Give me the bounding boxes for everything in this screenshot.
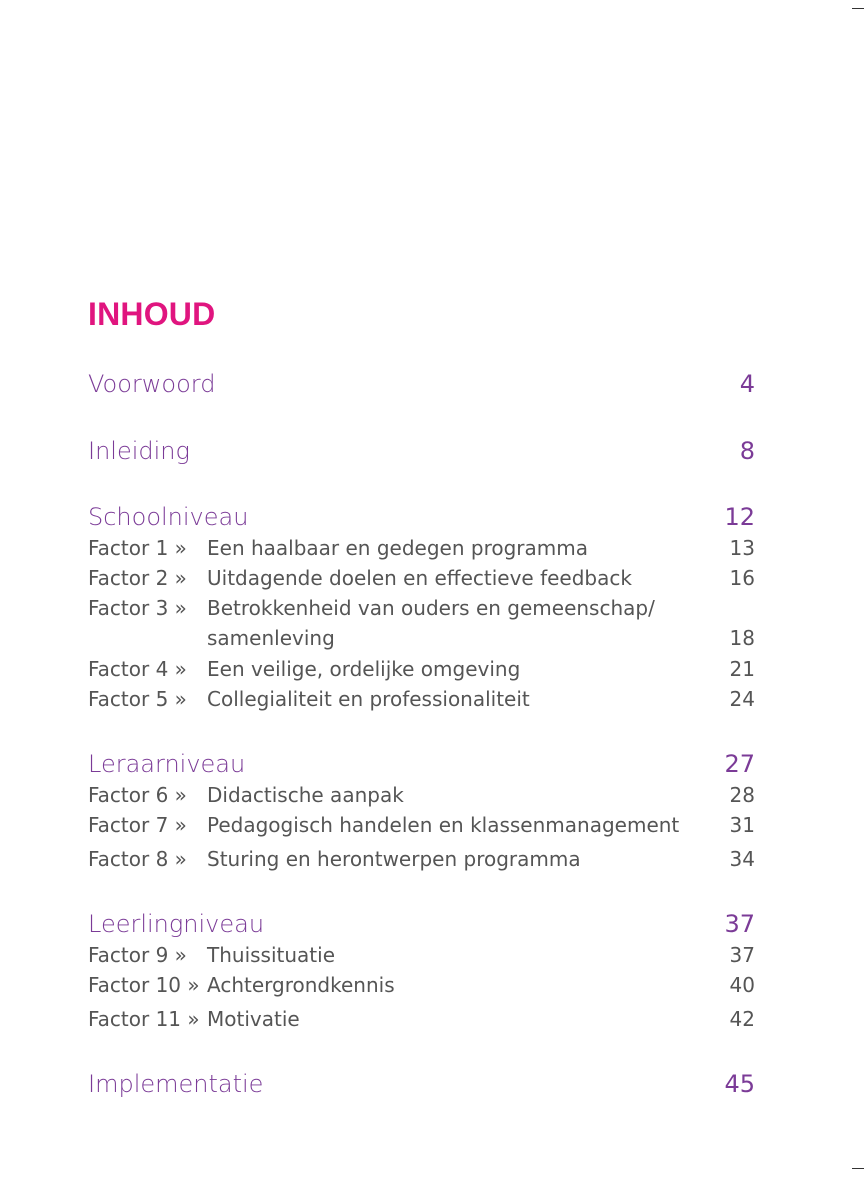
toc-entry-inleiding[interactable] — [88, 437, 755, 471]
toc-factor-10[interactable] — [88, 973, 755, 1001]
factor-page: 31 — [729, 813, 755, 837]
toc-entry-label: Leerlingniveau — [88, 910, 265, 938]
factor-label: Factor 2 » — [88, 566, 187, 590]
factor-title: Een haalbaar en gedegen programma — [207, 536, 588, 560]
factor-title: Betrokkenheid van ouders en gemeenschap/ — [207, 596, 655, 620]
factor-page: 24 — [729, 687, 755, 711]
toc-title: INHOUD — [88, 296, 216, 332]
factor-title: Achtergrondkennis — [207, 973, 395, 997]
factor-page: 18 — [729, 626, 755, 650]
toc-factor-8[interactable] — [88, 847, 755, 875]
factor-title: Een veilige, ordelijke omgeving — [207, 657, 521, 681]
factor-label: Factor 3 » — [88, 596, 187, 620]
factor-label: Factor 11 » — [88, 1007, 200, 1031]
factor-page: 16 — [729, 566, 755, 590]
toc-factor-11[interactable] — [88, 1007, 755, 1035]
factor-label: Factor 5 » — [88, 687, 187, 711]
factor-title: Pedagogisch handelen en klassenmanagement — [207, 813, 680, 837]
factor-label: Factor 10 » — [88, 973, 200, 997]
toc-entry-leraarniveau[interactable] — [88, 750, 755, 784]
factor-label: Factor 8 » — [88, 847, 187, 871]
factor-page: 21 — [729, 657, 755, 681]
toc-entry-label: Inleiding — [88, 437, 190, 465]
factor-label: Factor 6 » — [88, 783, 187, 807]
factor-title: Uitdagende doelen en effectieve feedback — [207, 566, 632, 590]
toc-entry-label: Implementatie — [88, 1070, 264, 1098]
toc-entry-leerlingniveau[interactable] — [88, 910, 755, 944]
toc-factor-9[interactable] — [88, 943, 755, 971]
factor-page: 42 — [729, 1007, 755, 1031]
toc-factor-7[interactable] — [88, 813, 755, 841]
factor-page: 13 — [729, 536, 755, 560]
factor-label: Factor 1 » — [88, 536, 187, 560]
factor-title: Motivatie — [207, 1007, 300, 1031]
toc-factor-3[interactable] — [88, 596, 755, 654]
factor-title: Didactische aanpak — [207, 783, 404, 807]
toc-entry-page: 37 — [724, 910, 755, 938]
crop-mark-top — [852, 8, 864, 9]
toc-factor-2[interactable] — [88, 566, 755, 594]
factor-page: 40 — [729, 973, 755, 997]
factor-label: Factor 9 » — [88, 943, 187, 967]
factor-page: 34 — [729, 847, 755, 871]
factor-title: Collegialiteit en professionaliteit — [207, 687, 530, 711]
toc-entry-schoolniveau[interactable] — [88, 503, 755, 537]
toc-entry-page: 12 — [724, 503, 755, 531]
factor-title: Sturing en herontwerpen programma — [207, 847, 581, 871]
toc-factor-4[interactable] — [88, 657, 755, 685]
toc-factor-5[interactable] — [88, 687, 755, 715]
crop-mark-bottom — [852, 1168, 864, 1169]
toc-entry-page: 45 — [724, 1070, 755, 1098]
factor-title-continued: samenleving — [207, 626, 335, 650]
factor-label: Factor 4 » — [88, 657, 187, 681]
toc-entry-label: Leraarniveau — [88, 750, 246, 778]
toc-entry-voorwoord[interactable] — [88, 370, 755, 404]
toc-factor-1[interactable] — [88, 536, 755, 564]
toc-factor-6[interactable] — [88, 783, 755, 811]
toc-entry-label: Schoolniveau — [88, 503, 249, 531]
factor-label: Factor 7 » — [88, 813, 187, 837]
toc-entry-page: 8 — [739, 437, 755, 465]
factor-page: 37 — [729, 943, 755, 967]
toc-entry-implementatie[interactable] — [88, 1070, 755, 1104]
toc-entry-page: 27 — [724, 750, 755, 778]
factor-page: 28 — [729, 783, 755, 807]
factor-title: Thuissituatie — [207, 943, 335, 967]
toc-entry-page: 4 — [739, 370, 755, 398]
toc-entry-label: Voorwoord — [88, 370, 216, 398]
